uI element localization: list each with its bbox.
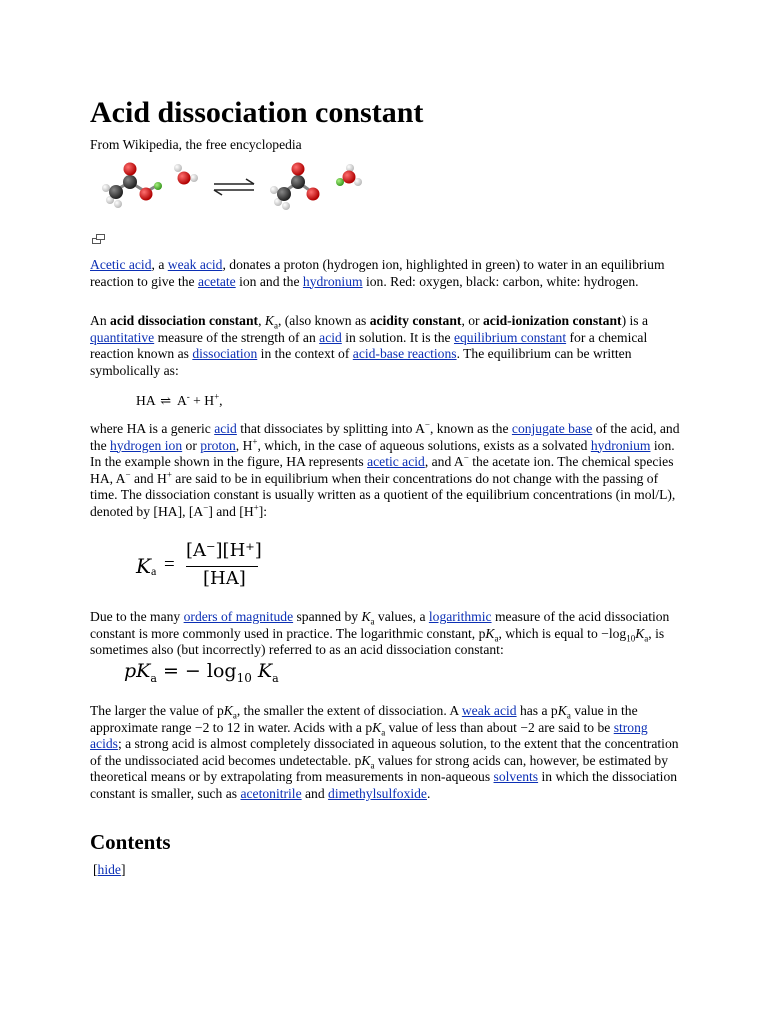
log-paragraph: Due to the many orders of magnitude spanned by $K_a$ values, a logarithmic measure of the acid dissociation constant is more commonly used in practice. The logarithmic constant, $pK_a$, which is equal to $-\log_{10}K_a$, is sometimes also (but incorrectly) referred to as an acid dissociation constant: [90,609,670,658]
contents-toggle: [hide] [93,862,126,877]
page-subtitle: From Wikipedia, the free encyclopedia [90,137,302,152]
link-dissociation[interactable]: dissociation [192,346,258,362]
link-weak-acid[interactable]: weak acid [167,257,223,272]
hydronium-molecule [336,164,362,186]
figure-caption: Acetic acid, a weak acid, donates a proton (hydrogen ion, highlighted in green) to water in an equilibrium reaction to give the acetate ion and the hydronium ion. Red: oxygen, black: carbon, white: hydrogen. [90,257,665,289]
equilibrium-equation: HA ⇌ A- + H+, [136,391,223,408]
link-orders-of-magnitude[interactable]: orders of magnitude [183,609,294,624]
link-solvents[interactable]: solvents [493,769,539,785]
link-dimethylsulfoxide[interactable]: dimethylsulfoxide [328,785,427,801]
link-equilibrium-constant[interactable]: equilibrium constant [453,329,567,345]
link-acetate[interactable]: acetate [197,273,236,289]
water-molecule [174,164,198,185]
acetic-acid-molecule [102,163,162,209]
link-acid-base-reactions[interactable]: acid-base reactions [352,346,457,362]
enlarge-icon[interactable] [92,234,106,244]
acetate-molecule [270,163,320,211]
link-acid[interactable]: acid [319,329,342,345]
equilibrium-arrow-symbol: ⇌ [160,393,172,408]
pka-equation: $pK_a$ = − $\log_{10} K_a$ [124,660,279,685]
link-logarithmic[interactable]: logarithmic [428,609,492,624]
link-acid-2[interactable]: acid [214,421,237,436]
link-acetic-acid-2[interactable]: acetic acid [367,454,425,470]
link-strong-acids[interactable]: strong acids [90,719,648,752]
page-title: Acid dissociation constant [90,96,424,129]
intro-paragraph: An acid dissociation constant, $K_a$, (also known as acidity constant, or acid-ionization constant) is a quantitative measure of the strength of an acid in solution. It is the equilibrium constant for a chemical reaction known as dissociation in the context of acid-base reactions. The equilibrium can be written symbolically as: [90,313,649,378]
link-conjugate-base[interactable]: conjugate base [511,421,593,436]
link-hydronium[interactable]: hydronium [302,273,363,289]
larger-paragraph: The larger the value of $pK_a$, the smaller the extent of dissociation. A weak acid has a $pK_a$ value in the approximate range −2 to 12 in water. Acids with a $pK_a$ value of less than about −2 are said to be strong acids; a strong acid is almost completely dissociated in aqueous solution, to the extent that the concentration of the undissociated acid becomes undetectable. $pK_a$ values for strong acids can, however, be estimated by theoretical means or by extrapolating from measurements in non-aqueous solvents in which the dissociation constant is smaller, such as acetonitrile and dimethylsulfoxide. [90,703,679,801]
link-hydrogen-ion[interactable]: hydrogen ion [110,437,183,453]
where-paragraph: where HA is a generic acid that dissociates by splitting into A−, known as the conjugate base of the acid, and the hydrogen ion or proton, H+, which, in the case of aqueous solutions, exists as a solvated hydronium ion. In the example shown in the figure, HA represents acetic acid, and A− the acetate ion. The chemical species HA, A− and H+ are said to be in equilibrium when their concentrations do not change with the passing of time. The dissociation constant is usually written as a quotient of the equilibrium concentrations (in mol/L), denoted by [HA], [A−] and [H+]: [90,419,680,519]
link-proton[interactable]: proton [200,437,236,453]
link-acetonitrile[interactable]: acetonitrile [240,785,302,801]
link-quantitative[interactable]: quantitative [90,329,155,345]
equilibrium-arrows [214,179,254,195]
reaction-figure[interactable] [96,160,386,216]
fraction-bar [186,566,258,567]
contents-heading: Contents [90,830,171,854]
link-acetic-acid[interactable]: Acetic acid [90,257,152,272]
ka-equation: K a = [A⁻][H⁺] [HA] [136,540,262,589]
hide-contents-link[interactable]: hide [97,862,121,877]
link-weak-acid-2[interactable]: weak acid [461,703,517,718]
link-hydronium-2[interactable]: hydronium [590,437,651,453]
